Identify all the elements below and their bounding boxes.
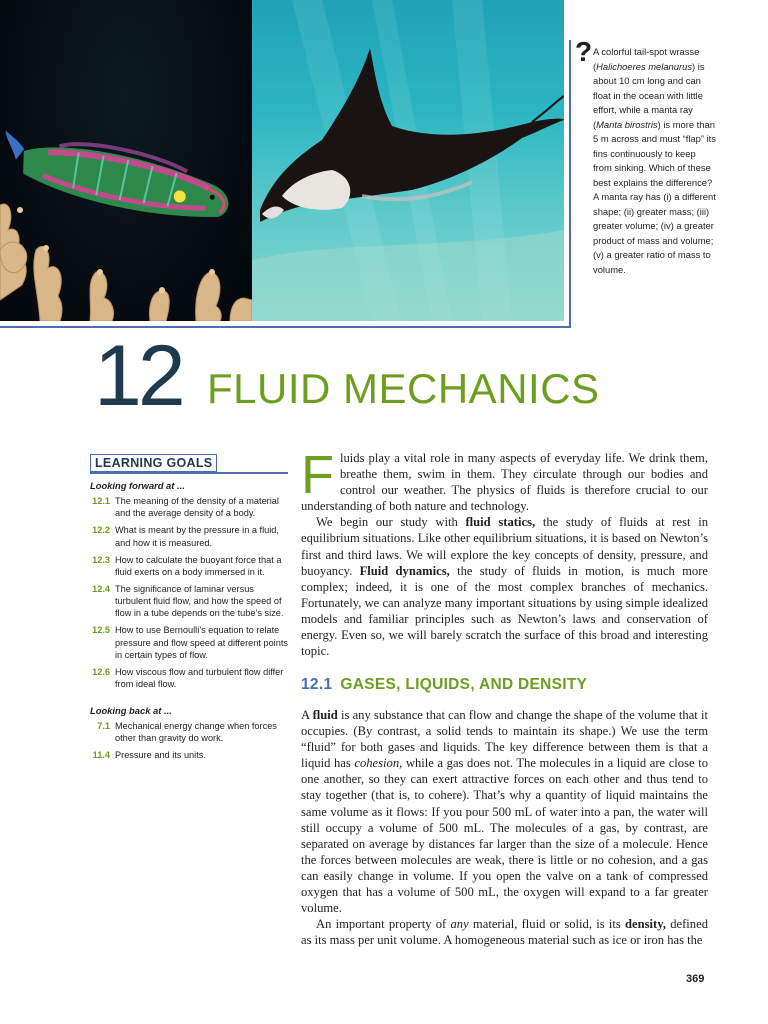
looking-back-list (88, 720, 288, 766)
text-run: A (301, 708, 313, 722)
learning-goals-rule (90, 472, 288, 474)
learning-goal-item (88, 720, 288, 745)
text-run: An important property of (316, 917, 451, 932)
question-text-run: Halichoeres melanurus (596, 60, 693, 72)
text-run: the study of fluids in motion, is much more complex; indeed, it is one of the most complex branches of mechanics. Fortunately, we can analyze many important situations by using simple idealized models and familiar principles such as Newton’s laws and conservation of energy. Even so, we will barely scratch the surface of this broad and interesting topic. (301, 563, 709, 659)
photo-frame-rule-horizontal (0, 326, 571, 328)
learning-goal-item (88, 624, 288, 661)
learning-goals-header: LEARNING GOALS (90, 454, 217, 472)
text-run: while a gas does not. The molecules in a liquid are close to one another, so they can exert attractive forces on each other and thus tend to stay together (that is, to cohere). That’s why a quantity of liquid maintains the same volume as it flows: If you pour 500 mL of water into a pan, the water will still occupy a volume of 500 mL. The molecules of a gas, by contrast, are separated on average by distances far larger than the size of a molecule. Hence the forces between molecules are weak, there is little or no cohesion, and a gas can easily change in volume. If you open the valve on a tank of compressed oxygen that has a volume of 500 mL, the oxygen will expand to a far greater volume. (301, 756, 708, 916)
intro-text (301, 445, 709, 659)
learning-goal-text: How viscous flow and turbulent flow differ from ideal flow. (115, 667, 284, 690)
wrasse-photo (0, 0, 252, 321)
learning-goal-item (88, 666, 288, 691)
learning-goal-item (88, 524, 288, 549)
body-paragraph (301, 916, 708, 948)
section-title: GASES, LIQUIDS, AND DENSITY (340, 676, 588, 693)
text-run: We begin our study with (316, 515, 466, 530)
question-mark-icon: ? (575, 36, 593, 67)
italic-term: any (450, 917, 469, 932)
learning-goal-text: The significance of laminar versus turbulent fluid flow, and how the speed of flow in a tube depends on the tube’s size. (115, 583, 284, 619)
drop-cap: F (301, 445, 334, 505)
learning-goal-number: 12.5 (92, 625, 110, 636)
learning-goal-item (88, 554, 288, 579)
text-run: is any substance that can flow and change the shape of the volume that it occupies. (By contrast, a solid tends to maintain its shape.) We use the term “fluid” for both gases and liquids. The key difference between them is that a liquid has (301, 708, 708, 771)
photo-frame-rule-vertical (569, 40, 571, 328)
bold-term: Fluid dynamics, (359, 563, 450, 578)
italic-term: cohesion, (354, 756, 403, 771)
learning-goal-text: How to use Bernoulli’s equation to relate pressure and flow speed at different points in certain types of flow. (115, 625, 288, 661)
learning-goal-number: 12.4 (92, 583, 110, 594)
text-run: luids play a vital role in many aspects of everyday life. We drink them, breathe them, swim in them. They circulate through our bodies and control our weather. The physics of fluids is therefore crucial to our understanding of both nature and technology. (301, 451, 708, 514)
learning-goal-text: How to calculate the buoyant force that a fluid exerts on a body immersed in it. (115, 554, 282, 577)
learning-goal-text: Mechanical energy change when forces other than gravity do work. (115, 721, 277, 744)
learning-goal-number: 12.3 (92, 554, 110, 565)
bold-term: fluid (312, 708, 338, 722)
text-run: material, fluid or solid, is its (468, 917, 626, 932)
looking-back-label: Looking back at ... (90, 705, 172, 716)
learning-goal-text: Pressure and its units. (115, 750, 206, 761)
question-text-run: Manta birostris (596, 118, 658, 130)
body-paragraph (301, 707, 708, 916)
bold-term: density, (625, 917, 666, 932)
body-paragraph (301, 445, 708, 514)
section-heading (301, 676, 587, 694)
learning-goal-item (88, 495, 288, 520)
section-number: 12.1 (301, 676, 333, 693)
learning-goal-number: 12.1 (92, 496, 110, 506)
learning-goal-text: The meaning of the density of a material and the average density of a body. (115, 496, 279, 519)
learning-goal-item (88, 749, 288, 761)
learning-goal-number: 12.2 (92, 525, 110, 536)
text-run: the study of fluids at rest in equilibrium situations. Like other equilibrium situations, it is based on Newton’s first and third laws. We will explore the key concepts of density, pressure, and buoyancy. (301, 515, 708, 578)
bold-term: fluid statics, (465, 515, 536, 530)
section-text (301, 707, 708, 948)
learning-goal-number: 11.4 (92, 750, 110, 761)
looking-forward-label: Looking forward at ... (90, 480, 185, 491)
learning-goal-text: What is meant by the pressure in a fluid, and how it is measured. (115, 525, 279, 548)
learning-goal-number: 7.1 (97, 721, 110, 731)
chapter-opening-question (593, 45, 717, 277)
manta-ray-photo (252, 0, 564, 321)
learning-goal-number: 12.6 (92, 667, 110, 677)
body-paragraph (301, 514, 708, 659)
question-text-run: ) is more than 5 m across and must “flap” its fins continuously to keep from sinking. Which of these best explains the difference? A manta ray has (i) a different shape; (ii) greater mass; (iii) greater volume; (iv) a greater product of mass and volume; (v) a greater ratio of mass to volume. (593, 118, 716, 275)
page-number: 369 (686, 973, 705, 985)
question-text-run: A colorful tail-spot wrasse ( (593, 46, 700, 72)
learning-goal-item (88, 583, 288, 620)
text-run: defined as its mass per unit volume. A homogeneous material such as ice or iron has the (301, 917, 708, 948)
looking-forward-list (88, 495, 288, 695)
chapter-number: 12 (94, 328, 182, 424)
question-text-run: ) is about 10 cm long and can float in the ocean with little effort, while a manta ray ( (593, 60, 705, 130)
chapter-title: FLUID MECHANICS (207, 365, 600, 412)
